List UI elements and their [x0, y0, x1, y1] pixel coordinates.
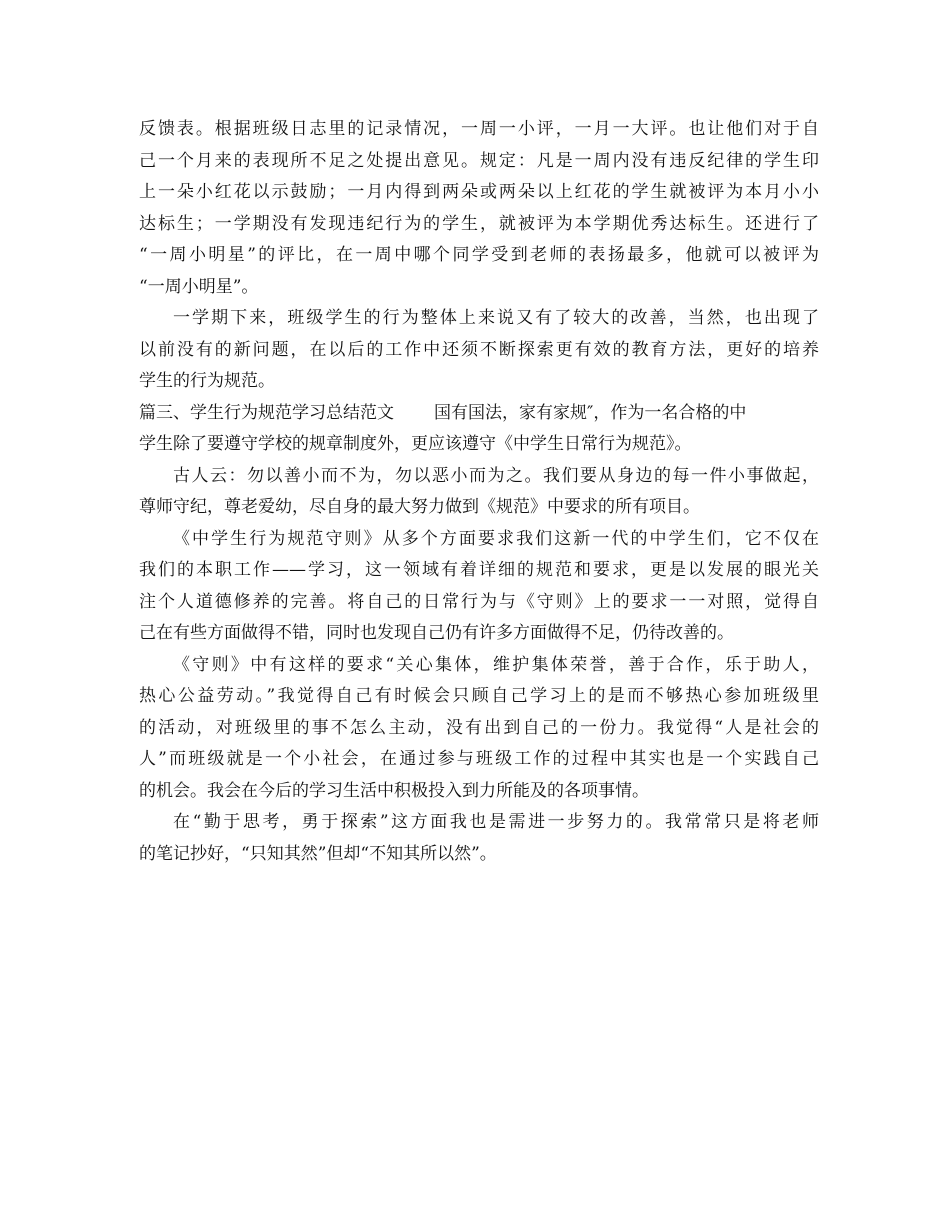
text-line: 的笔记抄好，“只知其然”但却“不知其所以然”。: [139, 843, 497, 864]
text-line: 注个人道德修养的完善。将自己的日常行为与《守则》上的要求一一对照，觉得自: [139, 591, 819, 612]
paragraph-start-line: 《守则》中有这样的要求“关心集体，维护集体荣誉，善于合作，乐于助人，: [173, 654, 819, 675]
text-line: 以前没有的新问题，在以后的工作中还须不断探索更有效的教育方法，更好的培养: [139, 339, 819, 360]
text-line: “一周小明星”的评比，在一周中哪个同学受到老师的表扬最多，他就可以被评为: [139, 245, 819, 265]
section-heading-continuation: 国有国法，家有家规″，作为一名合格的中: [434, 402, 747, 423]
paragraph-start-line: 一学期下来，班级学生的行为整体上来说又有了较大的改善，当然，也出现了: [173, 308, 819, 328]
text-line: 热心公益劳动。”我觉得自己有时候会只顾自己学习上的是而不够热心参加班级里: [139, 686, 819, 706]
section-heading: 篇三、学生行为规范学习总结范文: [139, 402, 394, 423]
text-line: 我们的本职工作——学习，这一领域有着详细的规范和要求，更是以发展的眼光关: [139, 560, 819, 580]
text-line: 己一个月来的表现所不足之处提出意见。规定：凡是一周内没有违反纪律的学生印: [139, 150, 819, 171]
text-line: “一周小明星”。: [139, 276, 259, 297]
paragraph-start-line: 《中学生行为规范守则》从多个方面要求我们这新一代的中学生们，它不仅在: [173, 528, 819, 549]
section-heading-line: [139, 398, 819, 430]
text-line: 反馈表。根据班级日志里的记录情况，一周一小评，一月一大评。也让他们对于自: [139, 119, 819, 139]
text-line: 学生的行为规范。: [139, 371, 275, 391]
text-line: 尊师守纪，尊老爱幼，尽自身的最大努力做到《规范》中要求的所有项目。: [139, 497, 700, 517]
text-line: 人”而班级就是一个小社会，在通过参与班级工作的过程中其实也是一个实践自己: [139, 749, 819, 769]
paragraph-start-line: 古人云：勿以善小而不为，勿以恶小而为之。我们要从身边的每一件小事做起，: [173, 465, 819, 486]
text-line: 己在有些方面做得不错，同时也发现自己仍有许多方面做得不足，仍待改善的。: [139, 623, 734, 643]
document-body: [139, 114, 819, 870]
text-line: 的机会。我会在今后的学习生活中积极投入到力所能及的各项事情。: [139, 780, 649, 801]
text-line: 达标生；一学期没有发现违纪行为的学生，就被评为本学期优秀达标生。还进行了: [139, 213, 819, 234]
text-line: 的活动，对班级里的事不怎么主动，没有出到自己的一份力。我觉得“人是社会的: [139, 717, 819, 738]
text-line: 学生除了要遵守学校的规章制度外，更应该遵守《中学生日常行为规范》。: [139, 434, 692, 454]
text-line: 上一朵小红花以示鼓励；一月内得到两朵或两朵以上红花的学生就被评为本月小小: [139, 182, 819, 202]
paragraph-start-line: 在“勤于思考，勇于探索”这方面我也是需进一步努力的。我常常只是将老师: [173, 812, 819, 832]
